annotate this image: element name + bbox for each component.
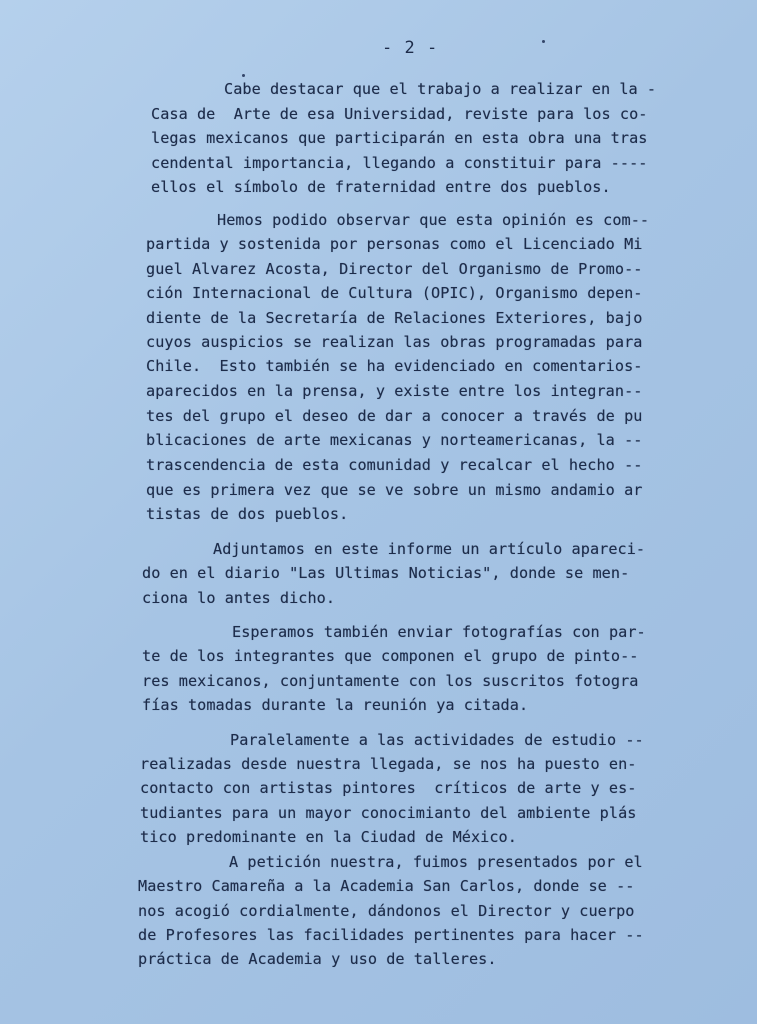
- text-line: cuyos auspicios se realizan las obras programadas para: [146, 333, 643, 351]
- text-line: cendental importancia, llegando a constituir para ----: [151, 154, 648, 172]
- ink-speck: [242, 74, 245, 77]
- text-line: Cabe destacar que el trabajo a realizar en la -: [224, 80, 657, 98]
- text-line: tico predominante en la Ciudad de México.: [140, 828, 517, 846]
- text-line: aparecidos en la prensa, y existe entre los integran--: [146, 382, 643, 400]
- text-line: realizadas desde nuestra llegada, se nos ha puesto en-: [140, 755, 637, 773]
- text-line: diente de la Secretaría de Relaciones Exteriores, bajo: [146, 309, 643, 327]
- text-line: tudiantes para un mayor conocimianto del ambiente plás: [140, 804, 637, 822]
- text-line: partida y sostenida por personas como el Licenciado Mi: [146, 235, 643, 253]
- text-line: contacto con artistas pintores críticos de arte y es-: [140, 779, 637, 797]
- text-line: ción Internacional de Cultura (OPIC), Organismo depen-: [146, 284, 643, 302]
- text-line: Chile. Esto también se ha evidenciado en comentarios-: [146, 357, 643, 375]
- text-line: fías tomadas durante la reunión ya citada.: [142, 696, 529, 714]
- text-line: nos acogió cordialmente, dándonos el Director y cuerpo: [138, 902, 635, 920]
- text-line: res mexicanos, conjuntamente con los suscritos fotogra: [142, 672, 639, 690]
- text-line: Esperamos también enviar fotografías con par-: [232, 623, 646, 641]
- text-line: A petición nuestra, fuimos presentados por el: [229, 853, 643, 871]
- text-line: guel Alvarez Acosta, Director del Organismo de Promo--: [146, 260, 643, 278]
- page-number: - 2 -: [382, 38, 439, 58]
- text-line: ellos el símbolo de fraternidad entre dos pueblos.: [151, 178, 611, 196]
- text-line: blicaciones de arte mexicanas y norteamericanas, la --: [146, 431, 643, 449]
- text-line: Adjuntamos en este informe un artículo apareci-: [213, 540, 646, 558]
- text-line: práctica de Academia y uso de talleres.: [138, 950, 497, 968]
- text-line: trascendencia de esta comunidad y recalcar el hecho --: [146, 456, 643, 474]
- text-line: tistas de dos pueblos.: [146, 505, 349, 523]
- text-line: ciona lo antes dicho.: [142, 589, 336, 607]
- text-line: do en el diario "Las Ultimas Noticias", donde se men-: [142, 564, 630, 582]
- text-line: Hemos podido observar que esta opinión es com--: [217, 211, 650, 229]
- text-line: tes del grupo el deseo de dar a conocer a través de pu: [146, 407, 643, 425]
- text-line: Paralelamente a las actividades de estudio --: [230, 731, 644, 749]
- ink-speck: [542, 40, 545, 43]
- text-line: legas mexicanos que participarán en esta obra una tras: [151, 129, 648, 147]
- text-line: te de los integrantes que componen el grupo de pinto--: [142, 647, 639, 665]
- text-line: Casa de Arte de esa Universidad, reviste para los co-: [151, 105, 648, 123]
- text-line: Maestro Camareña a la Academia San Carlos, donde se --: [138, 877, 635, 895]
- text-line: de Profesores las facilidades pertinentes para hacer --: [138, 926, 644, 944]
- text-line: que es primera vez que se ve sobre un mismo andamio ar: [146, 481, 643, 499]
